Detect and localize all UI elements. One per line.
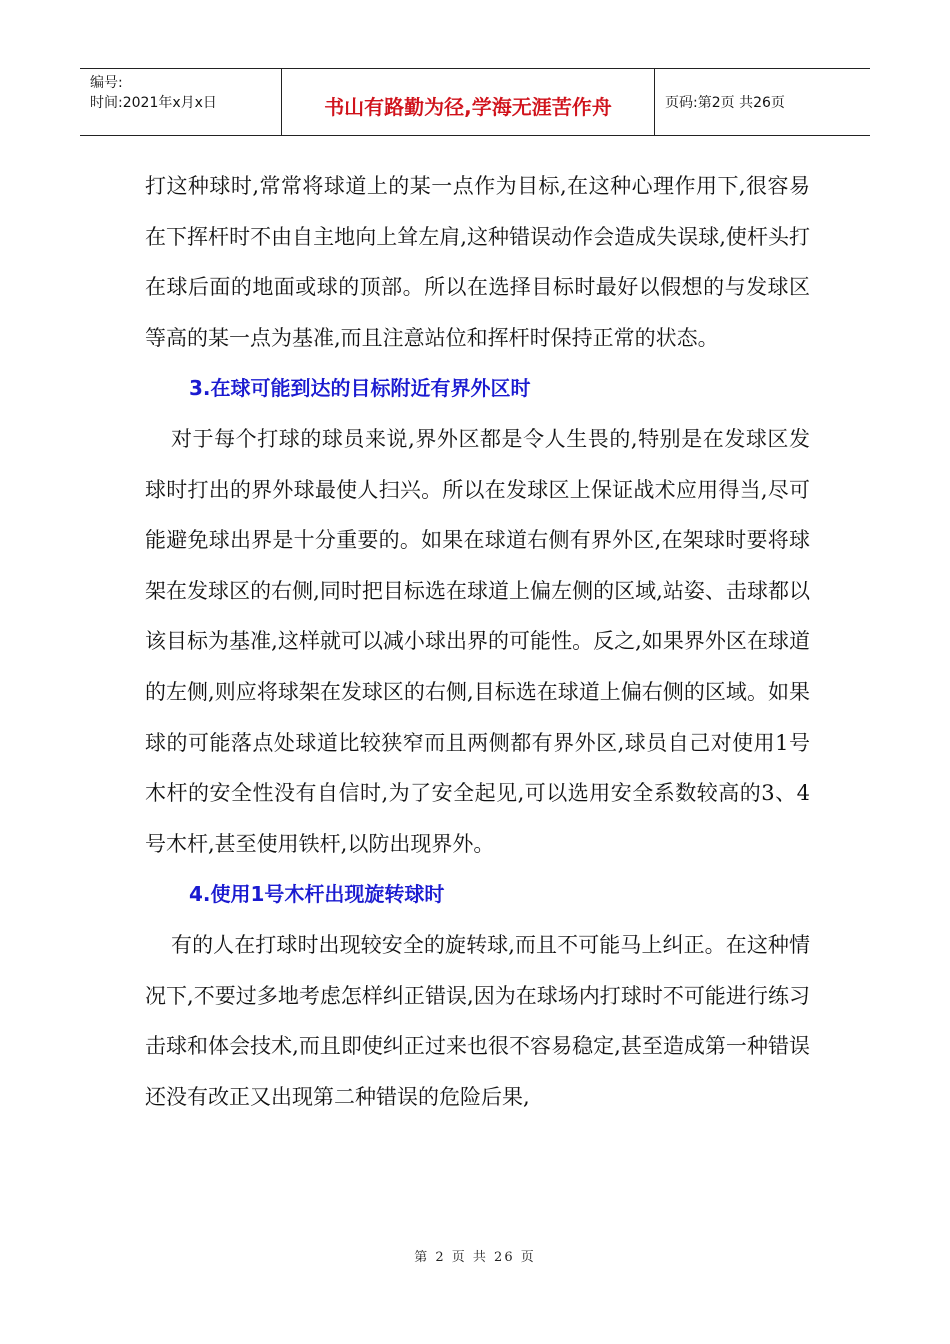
header-motto: 书山有路勤为径,学海无涯苦作舟 (281, 69, 655, 135)
header-meta (80, 69, 281, 135)
document-body (145, 161, 810, 1122)
header-page-info: 页码:第2页 共26页 (665, 95, 785, 111)
page-footer: 第 2 页 共 26 页 (414, 1250, 536, 1265)
body-paragraph: 有的人在打球时出现较安全的旋转球,而且不可能马上纠正。在这种情况下,不要过多地考虑怎样纠正错误,因为在球场内打球时不可能进行练习击球和体会技术,而且即使纠正过来也很不容易稳定,甚至造成第一种错误还没有改正又出现第二种错误的危险后果, (145, 932, 810, 1109)
section-heading-3: 3.在球可能到达的目标附近有界外区时 (189, 376, 531, 401)
document-number-label: 编号: (90, 75, 123, 91)
document-header (80, 68, 870, 136)
body-paragraph: 打这种球时,常常将球道上的某一点作为目标,在这种心理作用下,很容易在下挥杆时不由自主地向上耸左肩,这种错误动作会造成失误球,使杆头打在球后面的地面或球的顶部。所以在选择目标时最好以假想的与发球区等高的某一点为基准,而且注意站位和挥杆时保持正常的状态。 (145, 174, 810, 350)
section-heading-4: 4.使用1号木杆出现旋转球时 (189, 882, 445, 907)
body-paragraph: 对于每个打球的球员来说,界外区都是令人生畏的,特别是在发球区发球时打出的界外球最使人扫兴。所以在发球区上保证战术应用得当,尽可能避免球出界是十分重要的。如果在球道右侧有界外区,在架球时要将球架在发球区的右侧,同时把目标选在球道上偏左侧的区域,站姿、击球都以该目标为基准,这样就可以减小球出界的可能性。反之,如果界外区在球道的左侧,则应将球架在发球区的右侧,目标选在球道上偏右侧的区域。如果球的可能落点处球道比较狭窄而且两侧都有界外区,球员自己对使用1号木杆的安全性没有自信时,为了安全起见,可以选用安全系数较高的3、4号木杆,甚至使用铁杆,以防出现界外。 (145, 426, 810, 856)
document-date-label: 时间:2021年x月x日 (90, 95, 217, 111)
